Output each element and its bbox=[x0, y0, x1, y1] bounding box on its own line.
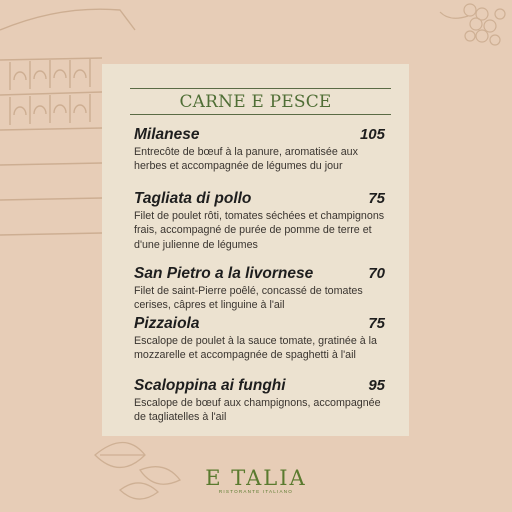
grapes-illustration bbox=[440, 4, 505, 45]
item-name: San Pietro a la livornese bbox=[134, 265, 314, 282]
item-description: Filet de saint-Pierre poêlé, concassé de tomates cerises, câpres et linguine à l'ail bbox=[134, 285, 363, 312]
item-description: Filet de poulet rôti, tomates séchées et champignons frais, accompagné de purée de pomme de terre et d'une julienne de légumes bbox=[134, 210, 385, 251]
menu-item bbox=[134, 126, 385, 174]
menu-card bbox=[102, 64, 409, 436]
menu-item bbox=[134, 315, 385, 363]
item-name: Tagliata di pollo bbox=[134, 190, 252, 207]
restaurant-logo bbox=[0, 466, 512, 494]
menu-item bbox=[134, 190, 385, 252]
item-price: 75 bbox=[368, 315, 385, 332]
item-price: 105 bbox=[359, 126, 385, 143]
title-bottom-rule bbox=[130, 114, 391, 115]
menu-item bbox=[134, 265, 385, 313]
item-description: Entrecôte de bœuf à la panure, aromatisée aux herbes et accompagnée de légumes du jour bbox=[134, 146, 358, 173]
logo-name: E TALIA bbox=[205, 466, 307, 490]
item-description: Escalope de bœuf aux champignons, accompagnée de tagliatelles à l'ail bbox=[134, 397, 381, 424]
item-price: 75 bbox=[368, 190, 385, 207]
menu-item bbox=[134, 377, 385, 425]
section-title: CARNE E PESCE bbox=[179, 92, 332, 112]
item-name: Pizzaiola bbox=[134, 315, 200, 332]
item-price: 95 bbox=[368, 377, 385, 394]
item-name: Milanese bbox=[134, 126, 200, 143]
item-price: 70 bbox=[368, 265, 385, 282]
item-description: Escalope de poulet à la sauce tomate, gratinée à la mozzarelle et accompagnée de spaghetti à l'ail bbox=[134, 335, 378, 362]
logo-tagline: RISTORANTE ITALIANO bbox=[218, 489, 294, 494]
title-top-rule bbox=[130, 88, 391, 89]
item-name: Scaloppina ai funghi bbox=[134, 377, 286, 394]
